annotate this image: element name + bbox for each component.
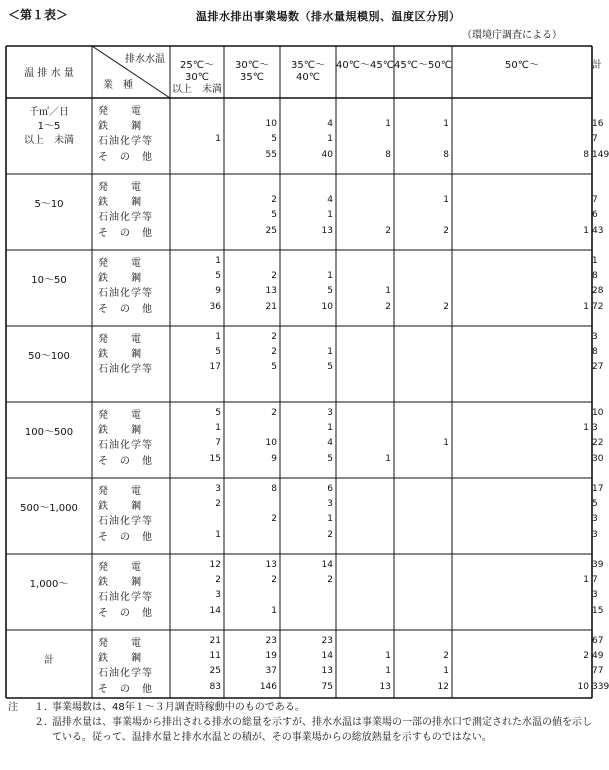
cell-value: 1 — [583, 423, 589, 434]
cell-value: 22 — [592, 438, 604, 449]
group-label: 10～50 — [31, 275, 67, 286]
cell-value: 3 — [592, 514, 598, 525]
cell-value: 36 — [209, 301, 221, 312]
cell-value: 6 — [327, 484, 333, 494]
group-label: 1,000～ — [29, 579, 69, 590]
cell-value: 4 — [327, 195, 333, 206]
cell-value: 1 — [327, 134, 333, 145]
cell-value: 1 — [327, 271, 333, 282]
cell-value: 1 — [215, 332, 221, 342]
cell-value: 2 — [271, 575, 277, 586]
cell-value: 72 — [592, 301, 604, 312]
industry-label: そ の 他 — [98, 683, 153, 695]
row-header: 温 排 水 量 — [24, 68, 74, 79]
cell-value: 3 — [327, 408, 333, 418]
industry-label: そ の 他 — [98, 531, 153, 543]
cell-value: 5 — [327, 362, 333, 373]
cell-value: 10 — [321, 301, 333, 312]
cell-value: 10 — [592, 408, 604, 418]
industry-label: 鉄 鋼 — [98, 425, 142, 437]
industry-label: そ の 他 — [98, 303, 153, 315]
cell-value: 8 — [592, 271, 598, 282]
cell-value: 75 — [321, 681, 333, 692]
group-label: 計 — [44, 655, 54, 666]
cell-value: 1 — [592, 256, 598, 266]
industry-label: 石油化学等 — [98, 288, 153, 300]
industry-label: 鉄 鋼 — [98, 349, 142, 361]
diag-bottom-label: 業 種 — [103, 80, 133, 91]
industry-label: 発 電 — [98, 334, 142, 345]
cell-value: 1 — [327, 423, 333, 434]
cell-value: 2 — [385, 301, 391, 312]
cell-value: 21 — [265, 301, 277, 312]
cell-value: 21 — [209, 636, 221, 646]
cell-value: 14 — [321, 560, 333, 570]
industry-label: 鉄 鋼 — [98, 273, 142, 285]
cell-value: 5 — [327, 453, 333, 464]
cell-value: 25 — [265, 225, 277, 236]
cell-value: 1 — [215, 529, 221, 540]
industry-label: そ の 他 — [98, 455, 153, 467]
cell-value: 10 — [577, 681, 589, 692]
cell-value: 25 — [209, 666, 221, 677]
cell-value: 2 — [385, 225, 391, 236]
industry-label: 石油化学等 — [98, 136, 153, 148]
cell-value: 16 — [592, 119, 604, 130]
cell-value: 3 — [592, 590, 598, 601]
note-1-text: 事業場数は、48年１～３月調査時稼動中のものである。 — [52, 702, 305, 713]
cell-value: 1 — [385, 286, 391, 297]
cell-value: 2 — [215, 575, 221, 586]
industry-label: 鉄 鋼 — [98, 653, 142, 665]
cell-value: 7 — [215, 438, 221, 449]
temp-col-header-3: 40℃～45℃ — [336, 60, 394, 71]
industry-label: 石油化学等 — [98, 592, 153, 604]
cell-value: 83 — [209, 681, 221, 692]
industry-label: そ の 他 — [98, 151, 153, 163]
cell-value: 3 — [592, 423, 598, 434]
cell-value: 13 — [321, 666, 333, 677]
industry-label: 発 電 — [98, 638, 142, 649]
cell-value: 2 — [271, 514, 277, 525]
cell-value: 17 — [209, 362, 221, 373]
industry-label: 発 電 — [98, 258, 142, 269]
temp-col-header-2: 35℃～40℃ — [291, 60, 325, 83]
group-label: 千㎥／日 1～5 以上 未満 — [24, 107, 74, 146]
cell-value: 2 — [271, 332, 277, 342]
group-label: 100～500 — [24, 427, 74, 438]
cell-value: 2 — [271, 271, 277, 282]
cell-value: 40 — [321, 149, 333, 160]
cell-value: 12 — [437, 681, 449, 692]
note-2-text: 温排水量は、事業場から排出される排水の総量を示すが、排水水温は事業場の一部の排水口で測定された水温の値を示している。従って、温排水量と排水水温との積が、その事業場からの総放熱量を示すものではない。 — [52, 717, 592, 743]
cell-value: 5 — [215, 271, 221, 282]
cell-value: 7 — [592, 134, 598, 145]
temp-col-header-0: 25℃～30℃ 以上 未満 — [172, 60, 222, 95]
group-label: 5～10 — [34, 199, 64, 210]
industry-label: 発 電 — [98, 410, 142, 421]
industry-label: そ の 他 — [98, 607, 153, 619]
cell-value: 28 — [592, 286, 604, 297]
industry-label: 石油化学等 — [98, 364, 153, 376]
note-1-index: １. — [34, 702, 48, 713]
cell-value: 3 — [215, 590, 221, 601]
cell-value: 43 — [592, 225, 604, 236]
cell-value: 5 — [271, 134, 277, 145]
cell-value: 1 — [385, 119, 391, 130]
industry-label: 鉄 鋼 — [98, 121, 142, 133]
data-table — [6, 46, 609, 698]
industry-label: 石油化学等 — [98, 440, 153, 452]
industry-label: 発 電 — [98, 106, 142, 117]
cell-value: 11 — [209, 651, 221, 662]
cell-value: 8 — [592, 347, 598, 358]
cell-value: 37 — [265, 666, 277, 677]
table-label: ＜第１表＞ — [8, 8, 69, 22]
cell-value: 9 — [271, 453, 277, 464]
notes-label: 注 — [8, 702, 18, 713]
cell-value: 2 — [271, 195, 277, 206]
cell-value: 13 — [265, 286, 277, 297]
cell-value: 7 — [592, 195, 598, 206]
cell-value: 1 — [583, 225, 589, 236]
cell-value: 4 — [327, 119, 333, 130]
cell-value: 2 — [583, 651, 589, 662]
cell-value: 49 — [592, 651, 604, 662]
industry-label: そ の 他 — [98, 227, 153, 239]
temp-col-header-5: 50℃～ — [505, 60, 539, 71]
industry-label: 石油化学等 — [98, 212, 153, 224]
industry-label: 発 電 — [98, 562, 142, 573]
temp-col-header-4: 45℃～50℃ — [394, 60, 452, 71]
cell-value: 67 — [592, 636, 604, 646]
cell-value: 2 — [271, 408, 277, 418]
cell-value: 19 — [265, 651, 277, 662]
source-note: （環境庁調査による） — [462, 30, 562, 41]
cell-value: 1 — [327, 347, 333, 358]
cell-value: 4 — [327, 438, 333, 449]
cell-value: 23 — [321, 636, 333, 646]
cell-value: 3 — [327, 499, 333, 510]
cell-value: 2 — [327, 575, 333, 586]
cell-value: 2 — [443, 301, 449, 312]
cell-value: 2 — [271, 347, 277, 358]
cell-value: 1 — [215, 134, 221, 145]
cell-value: 5 — [592, 499, 598, 510]
cell-value: 10 — [265, 119, 277, 130]
notes — [8, 700, 594, 745]
cell-value: 1 — [215, 256, 221, 266]
cell-value: 10 — [265, 438, 277, 449]
cell-value: 1 — [385, 453, 391, 464]
industry-label: 発 電 — [98, 486, 142, 497]
industry-label: 鉄 鋼 — [98, 197, 142, 209]
cell-value: 1 — [385, 666, 391, 677]
cell-value: 1 — [327, 514, 333, 525]
note-2-index: ２. — [34, 717, 48, 728]
group-label: 50～100 — [28, 351, 70, 362]
cell-value: 3 — [215, 484, 221, 494]
cell-value: 14 — [209, 605, 221, 616]
cell-value: 3 — [592, 529, 598, 540]
cell-value: 339 — [592, 681, 609, 692]
cell-value: 30 — [592, 453, 604, 464]
cell-value: 15 — [209, 453, 221, 464]
cell-value: 1 — [271, 605, 277, 616]
cell-value: 13 — [265, 560, 277, 570]
cell-value: 55 — [265, 149, 277, 160]
cell-value: 1 — [327, 210, 333, 221]
cell-value: 17 — [592, 484, 604, 494]
cell-value: 146 — [259, 681, 277, 692]
cell-value: 12 — [209, 560, 221, 570]
industry-label: 石油化学等 — [98, 668, 153, 680]
cell-value: 3 — [592, 332, 598, 342]
cell-value: 5 — [271, 210, 277, 221]
cell-value: 8 — [385, 149, 391, 160]
cell-value: 2 — [215, 499, 221, 510]
cell-value: 8 — [271, 484, 277, 494]
industry-label: 発 電 — [98, 182, 142, 193]
cell-value: 1 — [385, 651, 391, 662]
cell-value: 9 — [215, 286, 221, 297]
cell-value: 8 — [443, 149, 449, 160]
cell-value: 13 — [321, 225, 333, 236]
cell-value: 5 — [271, 362, 277, 373]
cell-value: 1 — [583, 301, 589, 312]
diag-top-label: 排水水温 — [125, 54, 165, 65]
cell-value: 8 — [583, 149, 589, 160]
cell-value: 7 — [592, 575, 598, 586]
table-title: 温排水排出事業場数（排水量規模別、温度区分別） — [196, 10, 461, 23]
cell-value: 5 — [215, 347, 221, 358]
cell-value: 5 — [215, 408, 221, 418]
cell-value: 1 — [443, 119, 449, 130]
cell-value: 14 — [321, 651, 333, 662]
cell-value: 77 — [592, 666, 604, 677]
cell-value: 1 — [443, 438, 449, 449]
group-label: 500～1,000 — [20, 503, 78, 514]
cell-value: 2 — [443, 651, 449, 662]
industry-label: 鉄 鋼 — [98, 577, 142, 589]
cell-value: 1 — [583, 575, 589, 586]
temp-col-header-1: 30℃～35℃ — [235, 60, 269, 83]
cell-value: 27 — [592, 362, 604, 373]
cell-value: 15 — [592, 605, 604, 616]
industry-label: 鉄 鋼 — [98, 501, 142, 513]
temp-col-header-6: 計 — [592, 60, 602, 71]
cell-value: 2 — [443, 225, 449, 236]
cell-value: 1 — [443, 195, 449, 206]
cell-value: 149 — [592, 149, 609, 160]
note-2 — [8, 715, 594, 745]
cell-value: 2 — [327, 529, 333, 540]
industry-label: 石油化学等 — [98, 516, 153, 528]
cell-value: 1 — [215, 423, 221, 434]
cell-value: 39 — [592, 560, 604, 570]
cell-value: 13 — [379, 681, 391, 692]
note-1 — [8, 700, 594, 715]
cell-value: 6 — [592, 210, 598, 221]
cell-value: 5 — [327, 286, 333, 297]
cell-value: 23 — [265, 636, 277, 646]
cell-value: 1 — [443, 666, 449, 677]
